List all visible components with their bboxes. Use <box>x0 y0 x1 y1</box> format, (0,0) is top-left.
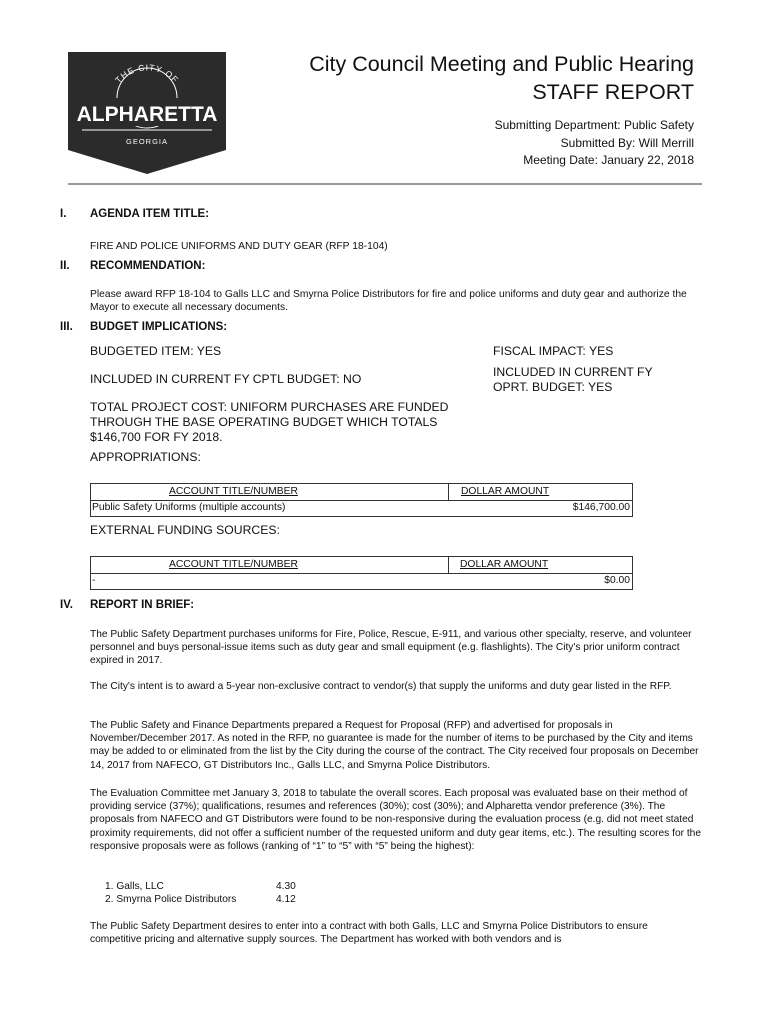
recommendation-text: Please award RFP 18-104 to Galls LLC and Smyrna Police Distributors for fire and police uniforms and duty gear and authorize the Mayor to execute all necessary documents. <box>90 289 687 313</box>
header-divider <box>68 183 702 185</box>
row-amount: $146,700.00 <box>572 502 630 513</box>
logo-state: GEORGIA <box>125 137 169 146</box>
report-title-line2: STAFF REPORT <box>532 80 694 104</box>
logo-name: ALPHARETTA <box>76 103 218 126</box>
external-funding-label: EXTERNAL FUNDING SOURCES: <box>90 523 280 537</box>
section-title-report: REPORT IN BRIEF: <box>90 599 195 611</box>
cptl-budget: INCLUDED IN CURRENT FY CPTL BUDGET: NO <box>90 372 362 386</box>
report-title-line1: City Council Meeting and Public Hearing <box>309 52 694 76</box>
oprt-budget-line2: OPRT. BUDGET: YES <box>493 380 613 394</box>
table-header <box>91 557 632 574</box>
report-paragraph-5: The Public Safety Department desires to enter into a contract with both Galls, LLC and Smyrna Police Distributors to ensure competitive pricing and alternative supply sources. The Department has worked with both vendors and is <box>90 921 648 946</box>
total-cost-line3: $146,700 FOR FY 2018. <box>90 430 223 444</box>
score-rank: 1. <box>105 881 114 892</box>
score-vendor: Smyrna Police Distributors <box>116 894 237 905</box>
city-logo <box>68 52 226 174</box>
external-funding-table <box>90 556 633 590</box>
table-row <box>91 573 632 589</box>
row-amount: $0.00 <box>604 575 630 586</box>
logo-arc-text: THE CITY OF <box>113 62 181 86</box>
meeting-date: Meeting Date: January 22, 2018 <box>523 153 694 167</box>
section-title-agenda: AGENDA ITEM TITLE: <box>90 208 210 220</box>
total-cost-line1: TOTAL PROJECT COST: UNIFORM PURCHASES ARE FUNDED <box>90 400 449 414</box>
table-header <box>91 484 632 501</box>
submitted-by: Submitted By: Will Merrill <box>560 136 694 150</box>
score-vendor: Galls, LLC <box>116 881 164 892</box>
agenda-item-text: FIRE AND POLICE UNIFORMS AND DUTY GEAR (RFP 18-104) <box>90 241 388 252</box>
report-paragraph-3: The Public Safety and Finance Departments prepared a Request for Proposal (RFP) and advertised for proposals in November/December 2017. As noted in the RFP, no guarantee is made for the number of items to be purchased by the City and items may be added to or eliminated from the list by the City during the course of the contract. The City received four proposals on December 14, 2017 from NAFECO, GT Distributors Inc., Galls LLC, and Smyrna Police Distributors. <box>90 720 699 771</box>
report-paragraph-1: The Public Safety Department purchases uniforms for Fire, Police, Rescue, E-911, and various other specialty, reserve, and volunteer personnel and buys personal-issue items such as duty gear and small equipment (e.g. flashlights). The City's prior uniform contract expired in 2017. <box>90 629 692 667</box>
section-number-budget: III. <box>60 321 73 333</box>
section-number-report: IV. <box>60 599 74 611</box>
row-account: - <box>92 575 96 586</box>
col-account-title: ACCOUNT TITLE/NUMBER <box>169 486 298 497</box>
col-dollar-amount: DOLLAR AMOUNT <box>460 559 549 570</box>
col-dollar-amount: DOLLAR AMOUNT <box>461 486 550 497</box>
score-value: 4.30 <box>276 881 296 892</box>
total-cost-line2: THROUGH THE BASE OPERATING BUDGET WHICH TOTALS <box>90 415 438 429</box>
row-account: Public Safety Uniforms (multiple accounts) <box>92 502 286 513</box>
section-title-budget: BUDGET IMPLICATIONS: <box>90 321 228 333</box>
submitting-department: Submitting Department: Public Safety <box>494 118 694 132</box>
appropriations-table <box>90 483 633 517</box>
section-number-recommendation: II. <box>60 260 70 272</box>
budgeted-item: BUDGETED ITEM: YES <box>90 344 222 358</box>
score-value: 4.12 <box>276 894 296 905</box>
section-title-recommendation: RECOMMENDATION: <box>90 260 206 272</box>
list-item <box>105 881 164 892</box>
score-rank: 2. <box>105 894 114 905</box>
city-seal-graphic <box>68 52 226 174</box>
report-paragraph-2: The City's intent is to award a 5-year non-exclusive contract to vendor(s) that supply the uniforms and duty gear listed in the RFP. <box>90 681 672 692</box>
table-row <box>91 500 632 516</box>
col-account-title: ACCOUNT TITLE/NUMBER <box>169 559 298 570</box>
report-paragraph-4: The Evaluation Committee met January 3, 2018 to tabulate the overall scores. Each proposal was evaluated base on their method of providing service (37%); qualifications, resumes and references (30%); cost (30%); and Alpharetta vendor preference (3%). The proposals from NAFECO and GT Distributors were found to be non-responsive during the evaluation process (e.g. did not meet stated proximity requirements, did not offer a sufficient number of the requested uniform and duty gear items, etc.). The resulting scores for the responsive proposals were as follows (ranking of “1” to “5” with “5” being the highest): <box>90 788 701 852</box>
oprt-budget-line1: INCLUDED IN CURRENT FY <box>493 365 653 379</box>
list-item <box>105 894 236 905</box>
section-number-agenda: I. <box>60 208 67 220</box>
fiscal-impact: FISCAL IMPACT: YES <box>493 344 614 358</box>
appropriations-label: APPROPRIATIONS: <box>90 450 201 464</box>
